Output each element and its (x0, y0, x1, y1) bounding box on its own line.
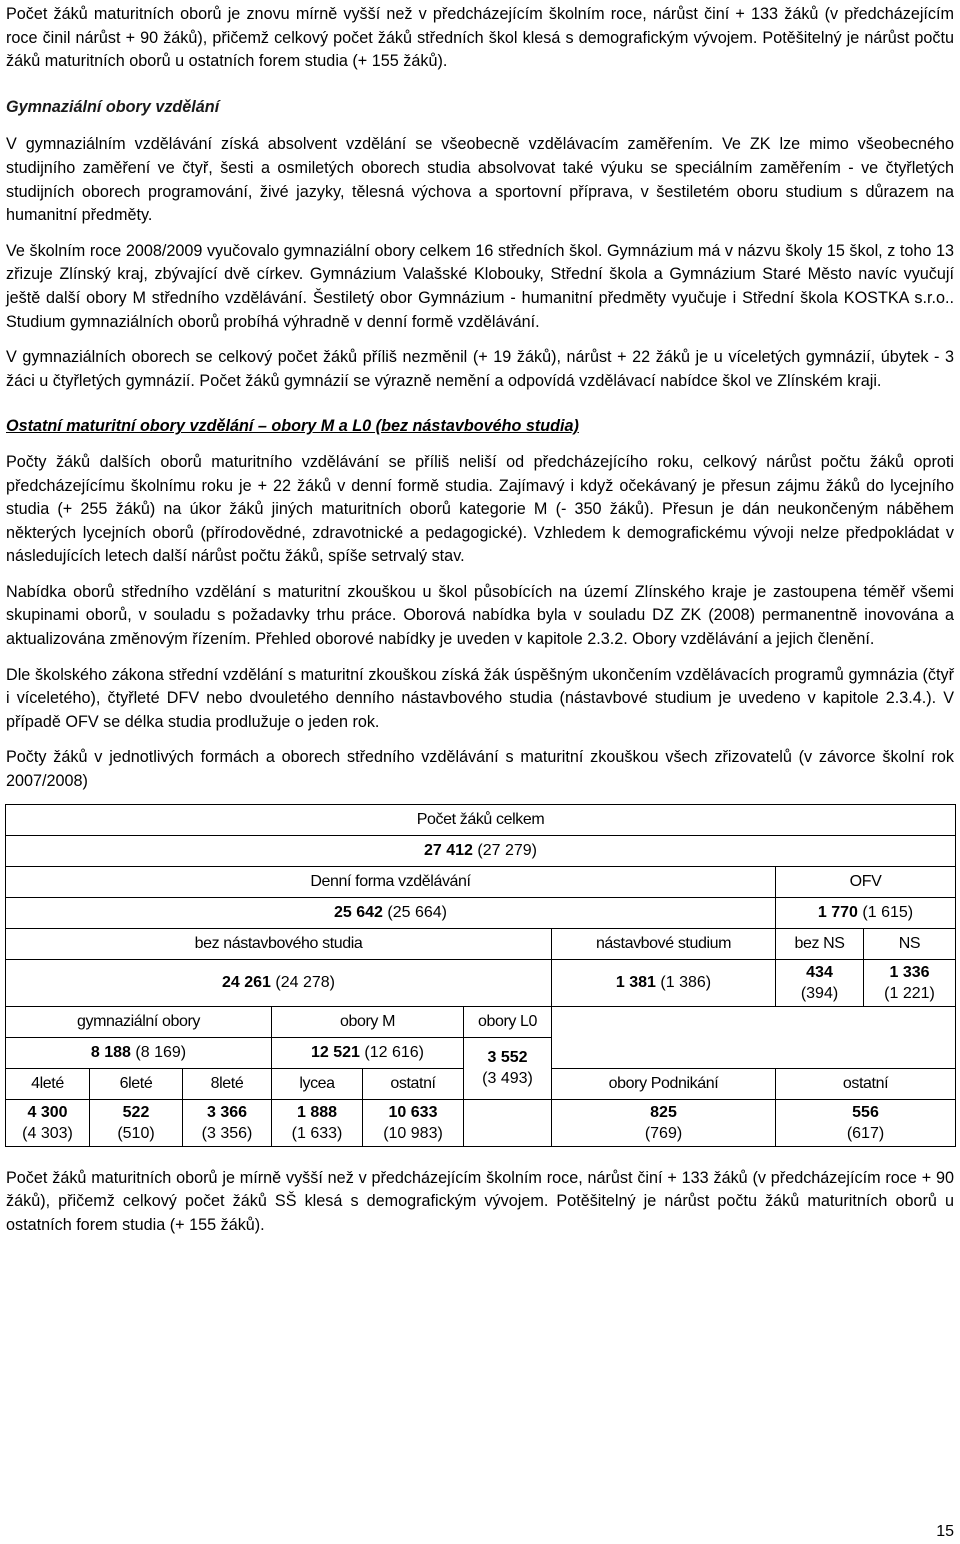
bez-ns-prev: (394) (800, 984, 839, 1002)
ostatni2-label: ostatní (776, 1068, 956, 1099)
nast-prev: (1 386) (660, 974, 712, 992)
total-label: Počet žáků celkem (6, 804, 956, 835)
denni-cell (6, 897, 776, 928)
c4-prev: (4 303) (22, 1124, 73, 1142)
gym-cell (6, 1037, 272, 1068)
gym-prev: (8 169) (135, 1044, 187, 1062)
ostatni2-prev: (617) (846, 1124, 885, 1142)
c6-prev: (510) (117, 1124, 155, 1142)
other-paragraph-2: Nabídka oborů středního vzdělání s maturitní zkouškou u škol působících na území Zlínského kraje je zastoupena téměř všemi skupinami oborů, v souladu s požadavky trhu práce. Oborová nabídka byla v souladu DZ ZK (2008) permanentně inovována a aktualizována změnovým řízením. Přehled oborové nabídky je uveden v kapitole 2.3.2. Obory vzdělávání a jejich členění. (6, 582, 954, 649)
other-paragraph-3: Dle školského zákona střední vzdělání s maturitní zkouškou získá žák úspěšným ukončením vzdělávacích programů gymnázia (čtyř i víceletého), čtyřleté DFV nebo dvouletého denního nástavbového studia (nástavbové studium je uvedeno v kapitole 2.3.4.). V případě OFV se délka studia prodlužuje o jeden rok. (6, 665, 954, 731)
podnikani-value: 825 (650, 1103, 677, 1121)
oborym-label: obory M (272, 1006, 464, 1037)
nast-cell (552, 959, 776, 1006)
c4-value: 4 300 (27, 1103, 68, 1121)
empty-cell-2 (464, 1099, 552, 1146)
empty-cell (552, 1006, 956, 1068)
total-prev: (27 279) (477, 842, 537, 860)
bez-nast-cell (6, 959, 552, 1006)
gym-label: gymnaziální obory (6, 1006, 272, 1037)
ofv-cell (776, 897, 956, 928)
oboryl0-label: obory L0 (464, 1006, 552, 1037)
c4-cell (6, 1099, 90, 1146)
lycea-value: 1 888 (296, 1103, 338, 1121)
nast-value: 1 381 (615, 974, 656, 992)
total-value: 27 412 (424, 842, 473, 860)
ostatni-prev: (10 983) (383, 1124, 443, 1142)
total-cell (6, 835, 956, 866)
lycea-prev: (1 633) (291, 1124, 343, 1142)
oborym-value: 12 521 (311, 1044, 360, 1062)
lycea-label: lycea (272, 1068, 363, 1099)
ofv-label: OFV (776, 866, 956, 897)
intro-paragraph: Počet žáků maturitních oborů je znovu mírně vyšší než v předcházejícím školním roce, nárůst činí + 133 žáků (v předcházejícím roce činil nárůst + 90 žáků), přičemž celkový počet žáků středních škol klesá s demografickým vývojem. Potěšitelný je nárůst počtu žáků maturitních oborů u ostatních forem studia (+ 155 žáků). (6, 5, 954, 71)
other-paragraph-1: Počty žáků dalších oborů maturitního vzdělávání se příliš neliší od předcházejícího roku, celkový nárůst počtu žáků oproti předcházejícímu školnímu roku je + 22 žáků v denní formě studia. Zajímavý i když očekávaný je přesun zájmu žáků do lycejního studia (+ 255 žáků) na úkor žáků jiných maturitních oborů kategorie M (- 350 žáků). Přesun je dán neukončeným náběhem některých lycejních oborů (přírodovědné, zdravotnické a pedagogické). Vzhledem k demografickému vývoji nelze předpokládat v následujících letech další nárůst počtu žáků, spíše setrvalý stav. (6, 452, 954, 566)
ns-cell (864, 959, 956, 1006)
denni-value: 25 642 (334, 904, 383, 922)
bez-ns-label: bez NS (776, 928, 864, 959)
ostatni-value: 10 633 (388, 1103, 438, 1121)
bez-nast-prev: (24 278) (275, 974, 335, 992)
ns-value: 1 336 (889, 963, 930, 981)
document-page (6, 3, 954, 1237)
denni-prev: (25 664) (387, 904, 447, 922)
gym-paragraph-1: V gymnaziálním vzdělávání získá absolvent vzdělání se všeobecně vzdělávacím zaměřením. Ve ZK lze mimo všeobecného studijního zaměření ve čtyř, šesti a osmiletých oborech studia absolvovat také výuku se speciálním zaměřením - ve čtyřletých studijních oborech programování, živé jazyky, tělesná výchova a sportovní příprava, v šestiletém oboru studium s důrazem na humanitní předměty. (6, 135, 954, 225)
page-number: 15 (936, 1523, 954, 1540)
ns-prev: (1 221) (884, 984, 935, 1002)
podnikani-prev: (769) (644, 1124, 683, 1142)
closing-paragraph: Počet žáků maturitních oborů je mírně vyšší než v předcházejícím školním roce, nárůst činí + 133 žáků (v předcházejícím roce + 90 žáků), přičemž celkový počet žáků SŠ klesá s demografickým vývojem. Potěšitelný je nárůst počtu žáků maturitních oborů u ostatních forem studia (+ 155 žáků). (6, 1168, 954, 1234)
oboryl0-prev: (3 493) (482, 1070, 533, 1088)
ofv-prev: (1 615) (862, 904, 914, 922)
oboryl0-cell (464, 1037, 552, 1099)
table-caption: Počty žáků v jednotlivých formách a oborech středního vzdělávání s maturitní zkouškou všech zřizovatelů (v závorce školní rok 2007/2008) (6, 748, 954, 791)
ns-label: NS (864, 928, 956, 959)
oboryl0-value: 3 552 (487, 1049, 528, 1067)
c8-cell (183, 1099, 272, 1146)
ofv-value: 1 770 (817, 904, 858, 922)
c8-prev: (3 356) (201, 1124, 253, 1142)
nast-label: nástavbové studium (552, 928, 776, 959)
c6-label: 6leté (90, 1068, 183, 1099)
c8-value: 3 366 (206, 1103, 248, 1121)
bez-nast-label: bez nástavbového studia (6, 928, 552, 959)
oborym-cell (272, 1037, 464, 1068)
podnikani-label: obory Podnikání (552, 1068, 776, 1099)
gym-value: 8 188 (90, 1044, 131, 1062)
c6-value: 522 (122, 1103, 150, 1121)
section-heading-ostatni-text: Ostatní maturitní obory vzdělání – obory M a L0 (bez nástavbového studia) (6, 417, 579, 436)
student-count-table (5, 804, 956, 1147)
ostatni-label: ostatní (363, 1068, 464, 1099)
section-heading-gymnaziální: Gymnaziální obory vzdělání (6, 97, 220, 116)
oborym-prev: (12 616) (364, 1044, 424, 1062)
bez-ns-value: 434 (806, 963, 833, 981)
denni-label: Denní forma vzdělávání (6, 866, 776, 897)
bez-nast-value: 24 261 (222, 974, 271, 992)
ostatni2-cell (776, 1099, 956, 1146)
gym-paragraph-2: Ve školním roce 2008/2009 vyučovalo gymnaziální obory celkem 16 středních škol. Gymnázium má v názvu školy 15 škol, z toho 13 zřizuje Zlínský kraj, zbývající dvě církev. Gymnázium Valašské Klobouky, Střední škola a Gymnázium Staré Město navíc vyučují ještě další obory M středního vzdělávání. Šestiletý obor Gymnázium - humanitní předměty vyučuje i Střední škola KOSTKA s.r.o.. Studium gymnaziálních oborů probíhá výhradně v denní formě vzdělávání. (6, 241, 954, 331)
gym-paragraph-3: V gymnaziálních oborech se celkový počet žáků příliš nezměnil (+ 19 žáků), nárůst + 22 žáků je u víceletých gymnázií, úbytek - 3 žáci u čtyřletých gymnázií. Počet žáků gymnázií se výrazně nemění a odpovídá vzdělávací nabídce škol ve Zlínském kraji. (6, 348, 954, 390)
podnikani-cell (552, 1099, 776, 1146)
lycea-cell (272, 1099, 363, 1146)
section-heading-ostatni (6, 415, 954, 439)
c8-label: 8leté (183, 1068, 272, 1099)
bez-ns-cell (776, 959, 864, 1006)
c6-cell (90, 1099, 183, 1146)
ostatni2-value: 556 (852, 1103, 879, 1121)
ostatni-cell (363, 1099, 464, 1146)
c4-label: 4leté (6, 1068, 90, 1099)
